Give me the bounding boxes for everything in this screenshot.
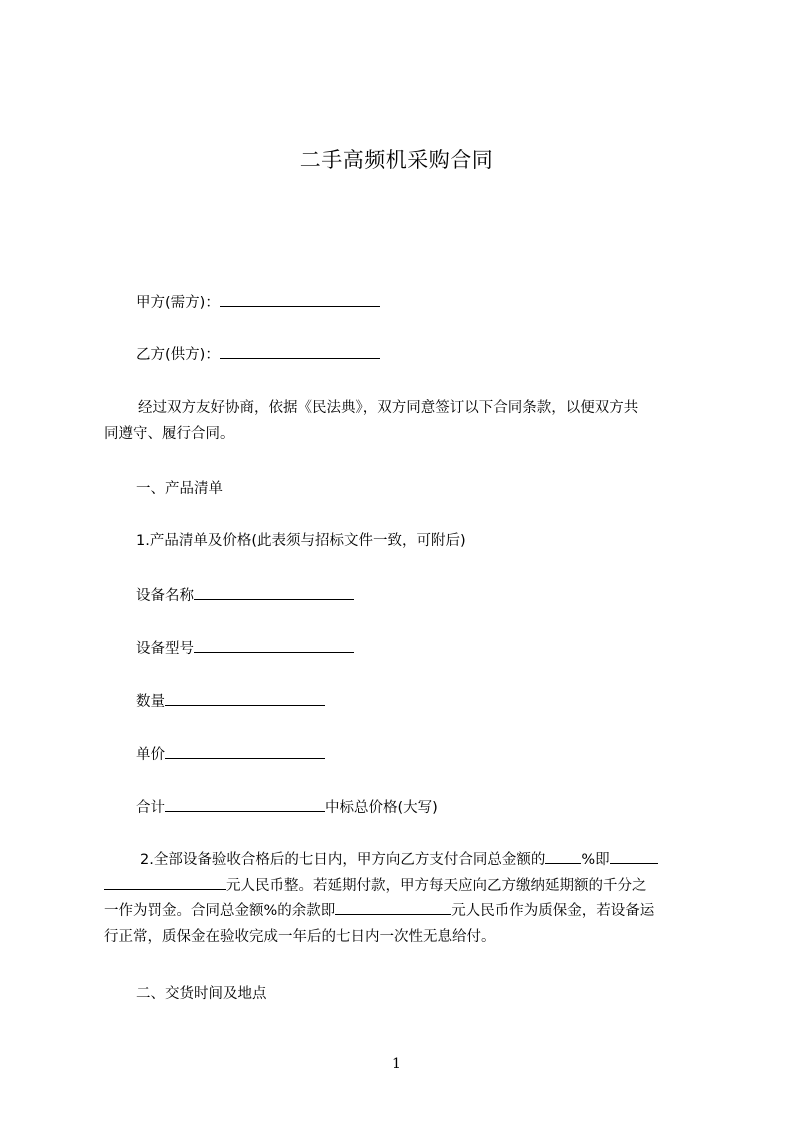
item-2-line-4: 行正常，质保金在验收完成一年后的七日内一次性无息给付。 (104, 928, 496, 945)
party-a-blank (220, 291, 380, 307)
amount-blank-end (104, 874, 226, 890)
item-2-line-2-text: 元人民币整。若延期付款，甲方每天应向乙方缴纳延期额的千分之 (226, 877, 647, 894)
item-2-line-1-text-b: %即 (581, 852, 610, 868)
intro-line-2: 同遵守、履行合同。 (104, 425, 235, 442)
total-label: 合计 (136, 800, 165, 816)
item-2-paragraph (104, 848, 704, 950)
total-line (136, 796, 438, 818)
total-blank (165, 796, 325, 812)
party-b-blank (220, 343, 380, 359)
unit-price-label: 单价 (136, 747, 165, 763)
unit-price-blank (165, 743, 325, 759)
party-a-label: 甲方(需方)： (136, 295, 220, 311)
equipment-name-label: 设备名称 (136, 588, 194, 604)
intro-paragraph (104, 396, 704, 447)
intro-line-1: 经过双方友好协商，依据《民法典》，双方同意签订以下合同条款，以便双方共 (138, 400, 639, 416)
item-2-line-3-text-a: 一作为罚金。合同总金额%的余款即 (104, 903, 336, 919)
item-2-line-1-text-a: 2.全部设备验收合格后的七日内，甲方向乙方支付合同总金额的 (140, 852, 546, 868)
item-2-line-1 (104, 848, 704, 874)
amount-blank-start (610, 848, 658, 864)
equipment-model-line (136, 637, 354, 659)
equipment-name-line (136, 584, 354, 606)
item-2-line-2 (104, 874, 704, 900)
party-a-line (136, 291, 380, 313)
party-b-line (136, 343, 380, 365)
section-1-heading: 一、产品清单 (136, 481, 223, 497)
percent-blank (545, 848, 581, 864)
document-title: 二手高频机采购合同 (299, 148, 494, 172)
section-2-heading: 二、交货时间及地点 (136, 986, 267, 1002)
total-suffix: 中标总价格(大写) (325, 800, 438, 816)
unit-price-line (136, 743, 325, 765)
item-2-line-3 (104, 899, 704, 925)
quantity-line (136, 690, 325, 712)
party-b-label: 乙方(供方)： (136, 347, 220, 363)
item-2-line-3-text-b: 元人民币作为质保金，若设备运 (451, 903, 655, 919)
quantity-blank (165, 690, 325, 706)
item-1-text: 1.产品清单及价格(此表须与招标文件一致，可附后) (136, 533, 466, 549)
retention-blank (335, 899, 451, 915)
page-number: 1 (392, 1056, 401, 1072)
quantity-label: 数量 (136, 694, 165, 710)
equipment-model-blank (194, 637, 354, 653)
equipment-name-blank (194, 584, 354, 600)
equipment-model-label: 设备型号 (136, 641, 194, 657)
